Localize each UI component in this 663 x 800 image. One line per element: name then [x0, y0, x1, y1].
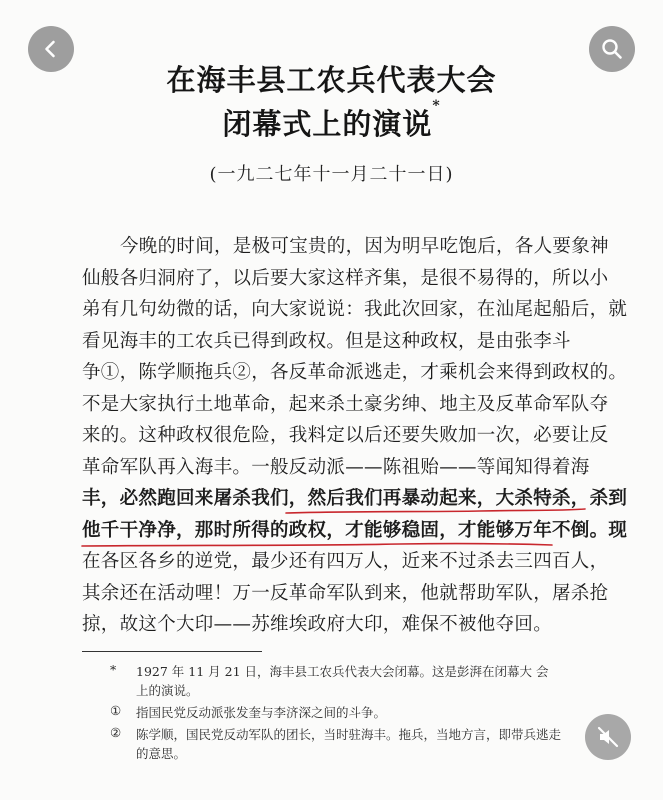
footnote-text: 1927 年 11 月 21 日，海丰县工农兵代表大会闭幕。这是彭湃在闭幕大 会	[136, 664, 549, 679]
footnote-text: 的意思。	[136, 746, 187, 761]
body-line: 丰，必然跑回来屠杀我们，然后我们再暴动起来，大杀特杀，杀到	[82, 488, 628, 509]
mute-button[interactable]	[585, 714, 631, 760]
body-line: 掠，故这个大印——苏维埃政府大印，难保不被他夺回。	[82, 614, 553, 635]
body-line: 争①，陈学顺拖兵②，各反革命派逃走，才乘机会来得到政权的。	[82, 362, 628, 383]
document-title-text: 闭幕式上的演说	[222, 107, 433, 141]
footnote-text: 上的演说。	[136, 683, 199, 698]
footnote-marker: *	[110, 662, 117, 677]
footnote-divider	[82, 651, 262, 652]
title-footnote-marker: *	[432, 98, 441, 114]
body-line: 革命军队再入海丰。一般反动派——陈祖贻——等闻知得着海	[82, 456, 590, 478]
body-line: 来的。这种政权很危险，我料定以后还要失败加一次，必要让反	[82, 425, 609, 446]
body-line: 不是大家执行土地革命，起来杀土豪劣绅、地主及反革命军队夺	[82, 393, 609, 415]
body-line: 今晚的时间，是极可宝贵的，因为明早吃饱后，各人要象神	[120, 236, 609, 257]
body-line: 看见海丰的工农兵已得到政权。但是这种政权，是由张李斗	[82, 330, 571, 352]
footnote-text: 指国民党反动派张发奎与李济深之间的斗争。	[136, 705, 387, 720]
speaker-muted-icon	[596, 725, 620, 749]
footnote-marker: ②	[110, 725, 122, 740]
body-line: 仙般各归洞府了，以后要大家这样齐集，是很不易得的，所以小	[82, 267, 609, 289]
chevron-left-icon	[41, 39, 61, 59]
body-line: 弟有几句幼微的话，向大家说说：我此次回家，在汕尾起船后，就	[82, 299, 628, 320]
body-line: 他千干净净，那时所得的政权，才能够稳固，才能够万年不倒。现	[82, 519, 628, 541]
body-line: 在各区各乡的逆党，最少还有四万人，近来不过杀去三四百人，	[82, 551, 609, 572]
document-date: (一九二七年十一月二十一日)	[209, 164, 454, 185]
footnote-text: 陈学顺，国民党反动军队的团长，当时驻海丰。拖兵，当地方言，即带兵逃走	[136, 727, 562, 742]
footnote-marker: ①	[110, 703, 122, 718]
body-line: 其余还在活动哩！万一反革命军队到来，他就帮助军队，屠杀抢	[82, 582, 609, 604]
document-title-line-1: 在海丰县工农兵代表大会	[166, 63, 497, 97]
document-title-line-2	[0, 98, 663, 143]
